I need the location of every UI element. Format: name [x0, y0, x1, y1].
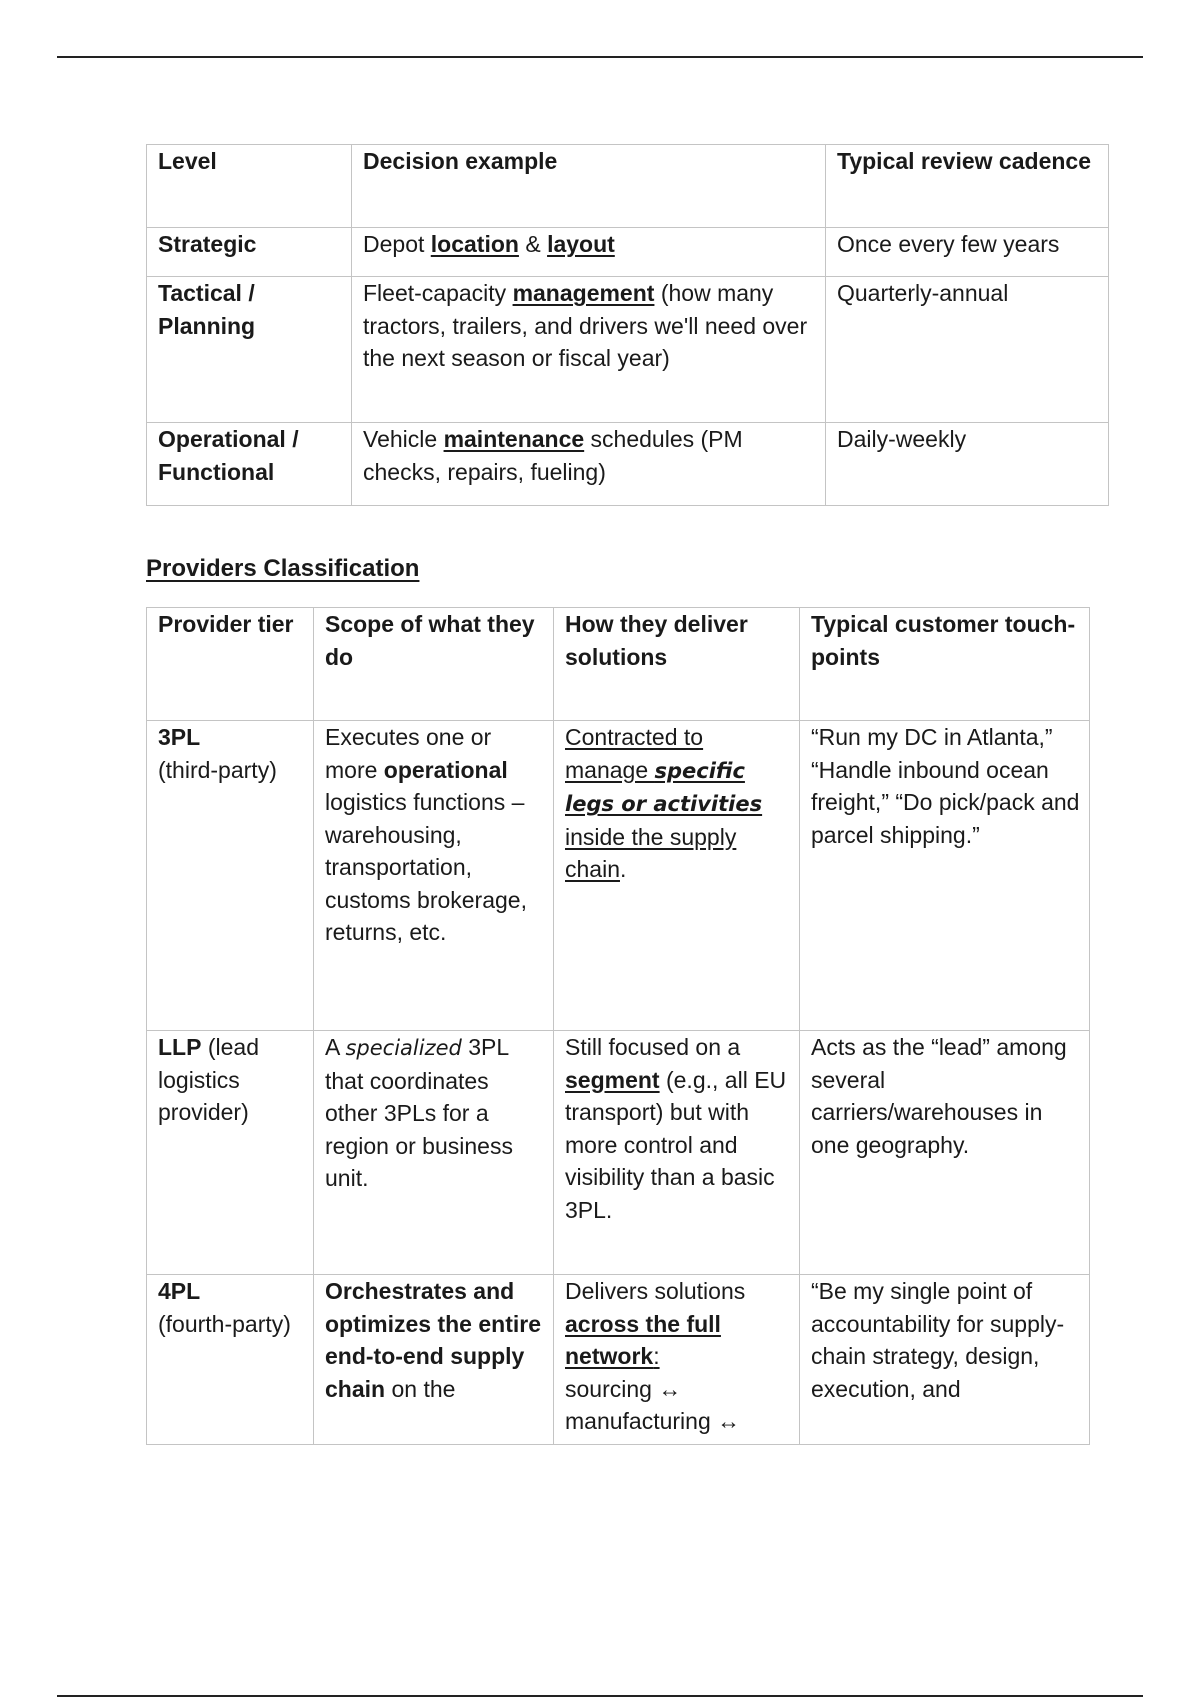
text-run: & — [518, 231, 548, 257]
text-run: schedules (PM checks, repairs, fueling) — [363, 426, 743, 485]
emphasis-term: Orchestrates and optimizes the entire end-to-end supply chain — [325, 1278, 541, 1402]
emphasis-term: layout — [547, 231, 615, 257]
table-row — [147, 423, 1109, 506]
table-header-row — [147, 145, 1109, 228]
level-cell: Strategic — [147, 228, 352, 277]
emphasis-term: specialized — [345, 1036, 462, 1060]
text-run: Contracted to manage — [565, 724, 704, 783]
tier-cell — [147, 1031, 314, 1275]
text-run: A — [325, 1034, 346, 1060]
text-run: (e.g., all EU transport) but with more control and visibility than a basic 3PL. — [565, 1066, 787, 1223]
emphasis-term: location — [430, 231, 519, 257]
cadence-cell: Once every few years — [826, 228, 1109, 277]
text-run: logistics functions – warehousing, transportation, customs brokerage, returns, etc. — [325, 789, 527, 945]
providers-table — [146, 607, 1090, 1445]
cadence-cell: Daily-weekly — [826, 423, 1109, 506]
touchpoints-cell: “Run my DC in Atlanta,” “Handle inbound ocean freight,” “Do pick/pack and parcel shipping.” — [800, 721, 1090, 1031]
level-cell: Operational / Functional — [147, 423, 352, 506]
text-run: Fleet-capacity — [363, 280, 513, 306]
tier-cell — [147, 721, 314, 1031]
emphasis-term: specific legs or activities — [565, 758, 763, 816]
header-cell-scope: Scope of what they do — [314, 608, 554, 721]
touchpoints-cell: “Be my single point of accountability for supply-chain strategy, design, execution, and — [800, 1275, 1090, 1445]
text-run: (how many tractors, trailers, and drivers we'll need over the next season or fiscal year) — [363, 280, 808, 371]
header-cell-decision: Decision example — [352, 145, 826, 228]
level-cell: Tactical / Planning — [147, 277, 352, 423]
text-run: sourcing ↔ manufacturing ↔ — [565, 1375, 741, 1434]
tier-cell — [147, 1275, 314, 1445]
text-run: on the — [385, 1375, 456, 1402]
decision-cell — [352, 228, 826, 277]
touchpoints-cell: Acts as the “lead” among several carriers/warehouses in one geography. — [800, 1031, 1090, 1275]
text-run: Depot — [363, 231, 431, 257]
footer-rule — [57, 1695, 1143, 1697]
emphasis-term: maintenance — [443, 426, 585, 452]
table-row — [147, 721, 1090, 1031]
text-run: inside the supply chain — [565, 823, 737, 882]
tier-name: 3PL — [158, 724, 201, 750]
table-row — [147, 228, 1109, 277]
scope-cell — [314, 1031, 554, 1275]
tier-desc: (lead logistics provider) — [158, 1034, 259, 1125]
emphasis-term: operational — [383, 756, 508, 783]
cadence-cell: Quarterly-annual — [826, 277, 1109, 423]
table-row — [147, 1275, 1090, 1445]
header-cell-level: Level — [147, 145, 352, 228]
tier-name: 4PL — [158, 1278, 201, 1304]
text-run: Delivers solutions — [565, 1278, 746, 1304]
emphasis-term: segment — [565, 1066, 660, 1093]
header-cell-cadence: Typical review cadence — [826, 145, 1109, 228]
tier-desc: (third-party) — [158, 756, 277, 783]
text-run: Executes one or more — [325, 724, 492, 783]
emphasis-term: across the full network — [565, 1310, 721, 1369]
emphasis-term: management — [512, 280, 655, 306]
header-cell-touchpoints: Typical customer touch-points — [800, 608, 1090, 721]
text-run: : — [653, 1343, 660, 1369]
deliver-cell — [554, 1031, 800, 1275]
table-header-row — [147, 608, 1090, 721]
scope-cell — [314, 721, 554, 1031]
text-run: 3PL that coordinates other 3PLs for a region or business unit. — [325, 1034, 513, 1191]
decision-cell — [352, 277, 826, 423]
table-row — [147, 1031, 1090, 1275]
section-title: Providers Classification — [146, 555, 420, 582]
tier-name: LLP — [158, 1034, 202, 1060]
deliver-cell — [554, 1275, 800, 1445]
scope-cell — [314, 1275, 554, 1445]
header-cell-tier: Provider tier — [147, 608, 314, 721]
text-run: Vehicle — [363, 426, 444, 452]
decision-levels-table — [146, 144, 1109, 506]
tier-desc: (fourth-party) — [158, 1310, 291, 1337]
deliver-cell — [554, 721, 800, 1031]
decision-cell — [352, 423, 826, 506]
header-cell-deliver: How they deliver solutions — [554, 608, 800, 721]
text-run: . — [619, 856, 627, 882]
table-row — [147, 277, 1109, 423]
header-rule — [57, 56, 1143, 58]
text-run: Still focused on a — [565, 1034, 741, 1060]
